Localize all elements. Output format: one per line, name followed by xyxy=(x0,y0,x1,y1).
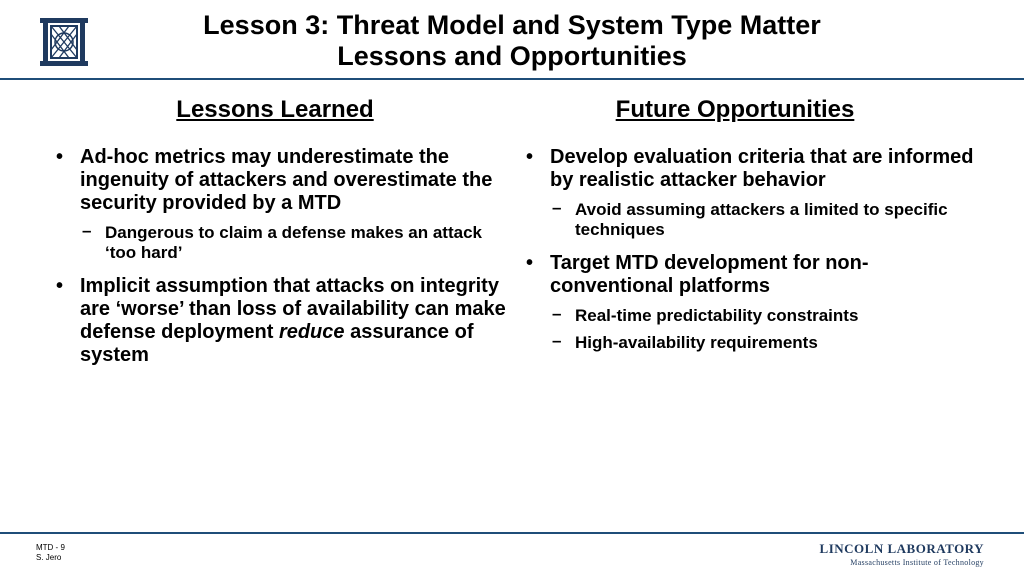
sub-bullet-text: Avoid assuming attackers a limited to specific techniques xyxy=(575,200,948,239)
title-line-1: Lesson 3: Threat Model and System Type Matter xyxy=(203,10,821,40)
bullet-icon: • xyxy=(56,146,64,168)
sub-list-item xyxy=(510,200,980,240)
sub-list-item xyxy=(510,333,980,353)
dash-icon: – xyxy=(82,221,92,240)
list-item xyxy=(510,146,980,192)
sub-bullet-text: Dangerous to claim a defense makes an attack ‘too hard’ xyxy=(105,223,482,262)
future-opportunities-heading: Future Opportunities xyxy=(615,96,855,123)
title-line-2: Lessons and Opportunities xyxy=(337,41,687,71)
footer-divider xyxy=(0,532,1024,534)
list-item xyxy=(510,252,980,298)
slide-number: MTD - 9 xyxy=(36,543,65,552)
author-initials: S. Jero xyxy=(36,553,62,562)
lab-name: LINCOLN LABORATORY xyxy=(819,541,984,556)
lincoln-lab-wordmark xyxy=(820,541,984,567)
bullet-text xyxy=(80,275,506,366)
bullet-icon: • xyxy=(526,252,534,274)
lessons-learned-column xyxy=(40,94,510,375)
bullet-text-part: assurance of system xyxy=(80,321,474,366)
bullet-icon: • xyxy=(56,275,64,297)
sub-list-item xyxy=(40,223,510,263)
dash-icon: – xyxy=(552,304,562,323)
dash-icon: – xyxy=(552,198,562,217)
sub-bullet-text: High-availability requirements xyxy=(575,333,818,352)
slide-title xyxy=(100,10,924,72)
bullet-text: Develop evaluation criteria that are informed by realistic attacker behavior xyxy=(550,146,974,191)
header-divider xyxy=(0,78,1024,80)
bullet-text: Target MTD development for non-conventional platforms xyxy=(550,252,869,297)
future-opportunities-column xyxy=(510,94,980,360)
bullet-text-part: Implicit assumption that attacks on integrity are ‘worse’ than loss of availability can make defense deployment xyxy=(80,275,506,343)
bullet-icon: • xyxy=(526,146,534,168)
dash-icon: – xyxy=(552,331,562,350)
sub-list-item xyxy=(510,306,980,326)
list-item xyxy=(40,275,510,367)
slide-footer-info xyxy=(36,543,65,563)
lessons-learned-heading: Lessons Learned xyxy=(176,96,374,123)
list-item xyxy=(40,146,510,215)
sub-bullet-text: Real-time predictability constraints xyxy=(575,306,859,325)
bullet-text-emphasis: reduce xyxy=(278,321,345,343)
mit-ll-logo-icon xyxy=(40,18,88,66)
bullet-text: Ad-hoc metrics may underestimate the ingenuity of attackers and overestimate the security provided by a MTD xyxy=(80,146,493,214)
institute-name: Massachusetts Institute of Technology xyxy=(850,558,984,567)
